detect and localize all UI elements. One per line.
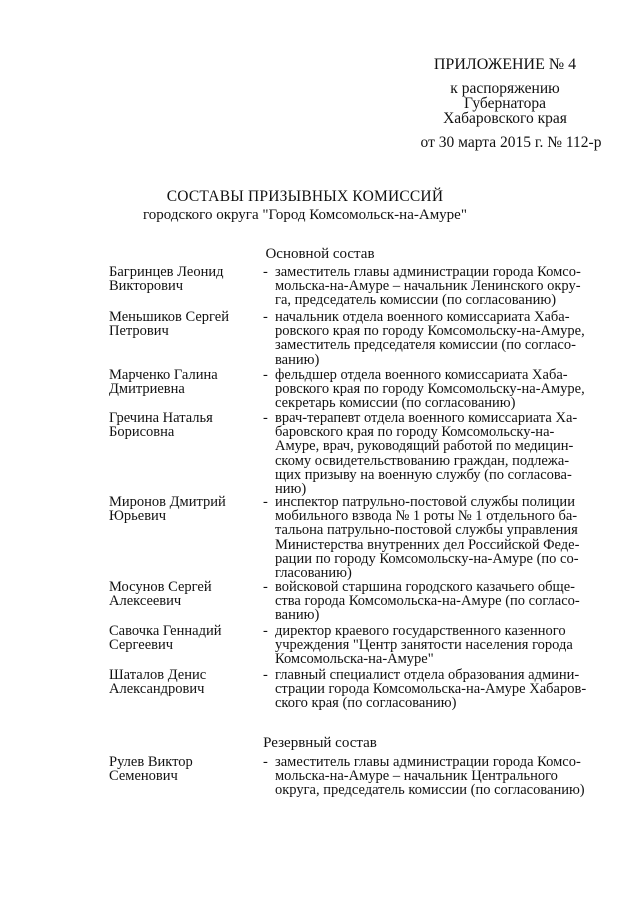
role-line: щих призыву на военную службу (по согласова- [275,466,572,483]
member-name [109,411,259,439]
member-name [109,265,259,293]
dash: - [263,410,268,426]
role-line: Амуре, врач, руководящий работой по медицин- [275,438,574,455]
role-line: директор краевого государственного казенного [275,623,566,639]
role-line: га, председатель комиссии (по согласованию) [275,292,557,309]
member-role [275,668,607,711]
appendix-line: Губернатора [464,95,546,112]
role-line: учреждения "Центр занятости населения города [275,637,573,654]
role-line: рации по городу Комсомольску-на-Амуре (по со- [275,550,579,567]
appendix-title: ПРИЛОЖЕНИЕ № 4 [433,56,577,73]
member-role [275,411,607,496]
role-line: ства города Комсомольска-на-Амуре (по согласо- [275,593,580,610]
member-role [275,368,607,411]
member-name [109,668,259,696]
dash: - [263,494,268,510]
name-line: Петрович [109,323,169,340]
name-line: Багринцев Леонид [109,264,224,280]
role-line: тальона патрульно-постовой службы управления [275,522,578,539]
member-name [109,580,259,608]
name-line: Сергеевич [109,637,174,654]
member-name [109,624,259,652]
role-line: ванию) [275,607,320,624]
appendix-block [400,57,610,150]
role-line: мольска-на-Амуре – начальник Центрального [275,768,558,785]
role-line: ского края (по согласованию) [275,695,457,712]
role-line: ванию) [275,351,320,368]
member-name [109,310,259,338]
role-line: страции города Комсомольска-на-Амуре Хабаров- [275,681,587,698]
role-line: округа, председатель комиссии (по согласованию) [275,782,585,799]
role-line: ровского края по городу Комсомольску-на-Амуре, [275,381,585,398]
member-role [275,580,607,623]
member-role [275,495,607,580]
name-line: Алексеевич [109,593,182,610]
role-line: фельдшер отдела военного комиссариата Хаба- [275,367,568,383]
role-line: мобильного взвода № 1 роты № 1 отдельного ба- [275,508,578,525]
name-line: Савочка Геннадий [109,623,222,639]
name-line: Борисовна [109,424,175,441]
role-line: заместитель главы администрации города Комсо- [275,264,581,280]
name-line: Миронов Дмитрий [109,494,226,510]
document-subtitle: городского округа "Город Комсомольск-на-Амуре" [143,207,467,223]
name-line: Мосунов Сергей [109,579,212,595]
name-line: Меньшиков Сергей [109,309,229,325]
role-line: Министерства внутренних дел Российской Феде- [275,536,580,553]
role-line: начальник отдела военного комиссариата Хаба- [275,309,570,325]
name-line: Дмитриевна [109,381,185,398]
appendix-date: от 30 марта 2015 г. № 112-р [420,134,602,151]
role-line: гласованию) [275,565,352,582]
document-title: СОСТАВЫ ПРИЗЫВНЫХ КОМИССИЙ [166,188,444,205]
member-role [275,265,607,308]
reserve-section-heading: Резервный состав [263,735,377,751]
name-line: Семенович [109,768,178,785]
role-line: нию) [275,481,307,498]
name-line: Гречина Наталья [109,410,213,426]
role-line: скому освидетельствованию граждан, подлежа- [275,452,570,469]
role-line: ровского края по городу Комсомольску-на-Амуре, [275,323,585,340]
member-role [275,755,607,798]
role-line: секретарь комиссии (по согласованию) [275,395,516,412]
role-line: войсковой старшина городского казачьего обще- [275,579,575,595]
member-role [275,310,607,367]
role-line: баровского края по городу Комсомольску-на- [275,424,555,441]
name-line: Марченко Галина [109,367,218,383]
dash: - [263,264,268,280]
dash: - [263,309,268,325]
dash: - [263,623,268,639]
role-line: Комсомольска-на-Амуре" [275,651,434,668]
role-line: главный специалист отдела образования админи- [275,667,580,683]
main-section-heading: Основной состав [265,246,375,262]
name-line: Викторович [109,278,184,295]
dash: - [263,754,268,770]
role-line: заместитель главы администрации города Комсо- [275,754,581,770]
role-line: заместитель председателя комиссии (по согласо- [275,337,576,354]
member-role [275,624,607,667]
name-line: Шаталов Денис [109,667,207,683]
role-line: мольска-на-Амуре – начальник Ленинского окру- [275,278,581,295]
name-line: Рулев Виктор [109,754,193,770]
role-line: врач-терапевт отдела военного комиссариата Ха- [275,410,578,426]
dash: - [263,579,268,595]
name-line: Александрович [109,681,205,698]
dash: - [263,667,268,683]
appendix-line: Хабаровского края [443,110,567,127]
member-name [109,755,259,783]
appendix-line: к распоряжению [450,80,560,97]
name-line: Юрьевич [109,508,167,525]
member-name [109,368,259,396]
member-name [109,495,259,523]
role-line: инспектор патрульно-постовой службы полиции [275,494,575,510]
dash: - [263,367,268,383]
